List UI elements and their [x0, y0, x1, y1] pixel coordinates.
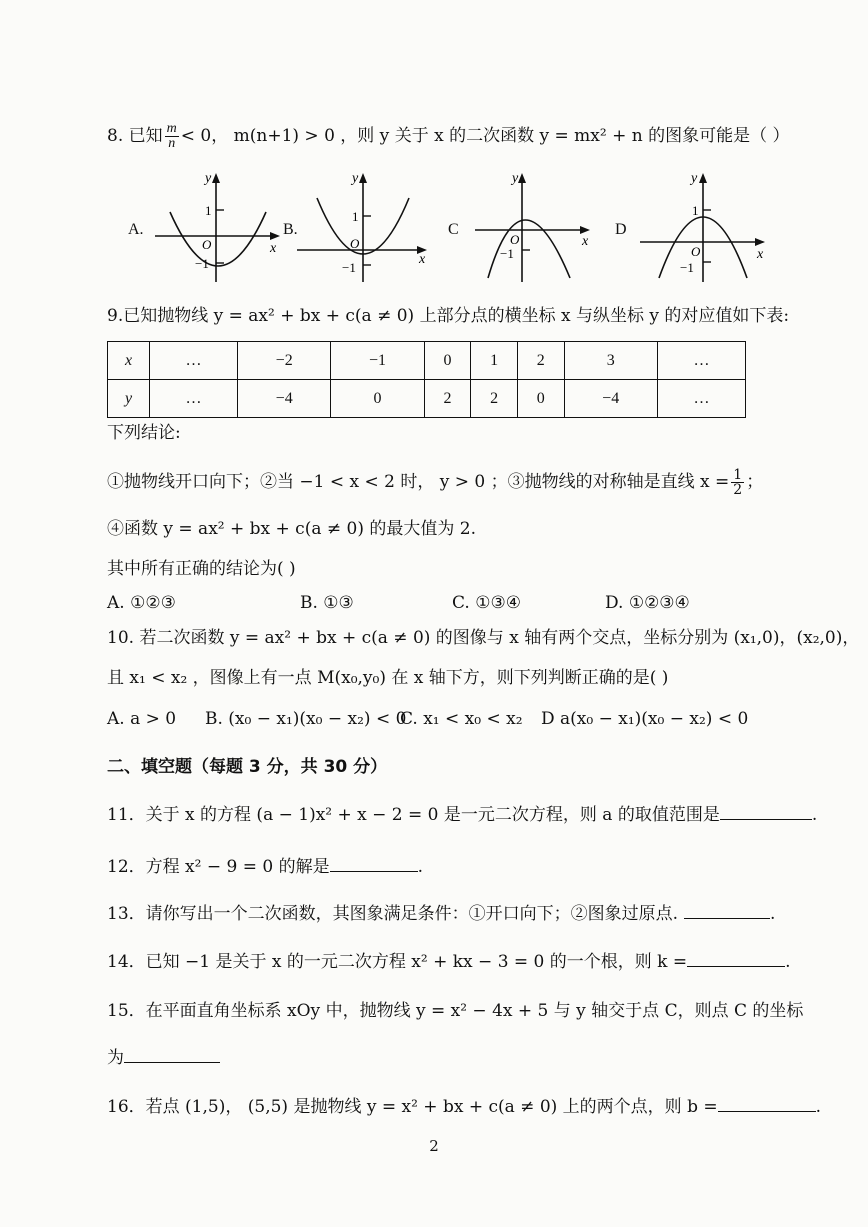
table-cell: …	[657, 380, 745, 418]
q8-prefix: 8. 已知	[107, 126, 163, 146]
table-cell: 2	[517, 342, 564, 380]
q8-d-xlabel: x	[757, 247, 764, 262]
q11-tail: .	[811, 805, 818, 825]
q8-c-ylabel: y	[512, 171, 519, 186]
q14-answer-blank[interactable]	[687, 952, 785, 967]
q8-d-origin: O	[691, 244, 701, 259]
q9-choice-b: B. ①③	[300, 593, 354, 613]
table-cell: …	[657, 342, 745, 380]
page-number: 2	[429, 1137, 439, 1155]
q16	[107, 1096, 821, 1118]
q8-a-negone: −1	[195, 256, 209, 271]
q13	[107, 903, 775, 925]
q11-answer-blank[interactable]	[720, 805, 812, 820]
table-cell: 0	[517, 380, 564, 418]
q10-choice-d: D a(x₀ − x₁)(x₀ − x₂) < 0	[541, 709, 749, 729]
q12-text: 12．方程 x² − 9 = 0 的解是	[107, 857, 330, 877]
q16-text: 16．若点 (1,5)， (5,5) 是抛物线 y = x² + bx + c(a ≠ 0) 上的两个点，则 b =	[107, 1097, 718, 1117]
q9-conclusions-title: 下列结论:	[107, 423, 181, 443]
q8-a-ylabel: y	[205, 171, 212, 186]
q8-b-ylabel: y	[352, 171, 359, 186]
q15-line-2-text: 为	[107, 1048, 124, 1068]
table-cell: −1	[331, 342, 424, 380]
q8-a-one: 1	[205, 203, 212, 218]
q8-c-origin: O	[510, 232, 520, 247]
q10-line-2: 且 x₁ < x₂ ，图像上有一点 M(x₀,y₀) 在 x 轴下方，则下列判断正确的是( )	[107, 668, 669, 688]
q15-answer-blank[interactable]	[124, 1048, 220, 1063]
q9-frac-den: 2	[733, 482, 743, 498]
q9-frac-num: 1	[733, 467, 743, 483]
q8-stem	[107, 122, 789, 151]
q9-value-table	[107, 341, 746, 418]
table-cell: 2	[424, 380, 471, 418]
q8-graph-c	[470, 170, 600, 285]
table-cell: …	[149, 342, 237, 380]
table-cell: 0	[424, 342, 471, 380]
q14-text: 14．已知 −1 是关于 x 的一元二次方程 x² + kx − 3 = 0 的一个根，则 k =	[107, 952, 688, 972]
table-cell: −2	[238, 342, 331, 380]
table-cell: …	[149, 380, 237, 418]
q15-line-2	[107, 1047, 220, 1069]
table-cell: 2	[471, 380, 518, 418]
q8-option-d-label: D	[615, 221, 627, 238]
q8-b-one: 1	[352, 209, 359, 224]
q9-choice-d: D. ①②③④	[605, 593, 690, 613]
q12-tail: .	[417, 857, 423, 877]
q9-choice-c: C. ①③④	[452, 593, 521, 613]
q8-c-negone: −1	[500, 246, 514, 261]
q8-a-origin: O	[202, 237, 212, 252]
q8-d-negone: −1	[680, 260, 694, 275]
table-cell: x	[108, 342, 150, 380]
q9-choice-a: A. ①②③	[107, 593, 176, 613]
q11-text: 11．关于 x 的方程 (a − 1)x² + x − 2 = 0 是一元二次方程，则 a 的取值范围是	[107, 805, 720, 825]
table-row	[108, 342, 746, 380]
table-cell: 1	[471, 342, 518, 380]
table-cell: 0	[331, 380, 424, 418]
q8-mid: < 0， m(n+1) > 0 ，则 y 关于 x 的二次函数 y = mx² + n 的图象可能是（ ）	[180, 126, 790, 146]
section-fill-in-heading: 二、填空题（每题 3 分，共 30 分）	[107, 757, 388, 777]
q16-answer-blank[interactable]	[718, 1097, 816, 1112]
q9-stem: 9.已知抛物线 y = ax² + bx + c(a ≠ 0) 上部分点的横坐标 x 与纵坐标 y 的对应值如下表:	[107, 306, 790, 326]
table-cell: −4	[564, 380, 657, 418]
q11	[107, 804, 817, 826]
q9-conclusion-1	[107, 468, 763, 497]
q8-graph-d	[635, 170, 770, 285]
q8-c-xlabel: x	[582, 234, 589, 249]
q9-conclusion-2: ④函数 y = ax² + bx + c(a ≠ 0) 的最大值为 2.	[107, 519, 476, 539]
q8-d-one: 1	[692, 203, 699, 218]
q8-b-origin: O	[350, 236, 360, 251]
q15-line-1: 15．在平面直角坐标系 xOy 中，抛物线 y = x² − 4x + 5 与 y 轴交于点 C，则点 C 的坐标	[107, 1001, 804, 1021]
q13-tail: .	[770, 904, 776, 924]
q8-graph-b	[295, 170, 435, 285]
q8-frac-den: n	[168, 136, 176, 151]
q10-line-1: 10. 若二次函数 y = ax² + bx + c(a ≠ 0) 的图像与 x 轴有两个交点，坐标分别为 (x₁,0)，(x₂,0)，	[107, 628, 860, 648]
q8-graph-a	[150, 170, 285, 285]
q8-option-a-label: A.	[128, 221, 144, 238]
q8-option-c-label: C	[448, 221, 459, 238]
q16-tail: .	[815, 1097, 822, 1117]
table-cell: 3	[564, 342, 657, 380]
q14-tail: .	[785, 952, 791, 972]
q12-answer-blank[interactable]	[330, 857, 418, 872]
table-cell: y	[108, 380, 150, 418]
q8-option-b-label: B.	[283, 221, 298, 238]
table-row	[108, 380, 746, 418]
q9-conclusion-1-tail: ；	[746, 472, 764, 492]
q8-b-xlabel: x	[419, 252, 426, 267]
q10-choice-a: A. a > 0	[107, 709, 177, 729]
q12	[107, 856, 423, 878]
q10-choice-b: B. (x₀ − x₁)(x₀ − x₂) < 0	[205, 709, 407, 729]
q8-fraction	[165, 122, 179, 151]
table-cell: −4	[238, 380, 331, 418]
q9-conclusion-1-text: ①抛物线开口向下；②当 −1 < x < 2 时， y > 0 ；③抛物线的对称轴是直线 x =	[107, 472, 730, 492]
q10-choice-c: C. x₁ < x₀ < x₂	[400, 709, 523, 729]
q8-b-negone: −1	[342, 260, 356, 275]
q14	[107, 951, 791, 973]
q9-half-fraction	[731, 468, 744, 497]
q13-text: 13．请你写出一个二次函数，其图象满足条件：①开口向下；②图象过原点.	[107, 904, 679, 924]
q8-frac-num: m	[166, 121, 177, 136]
q8-d-ylabel: y	[691, 171, 698, 186]
q13-answer-blank[interactable]	[684, 904, 770, 919]
q8-a-xlabel: x	[270, 241, 277, 256]
q9-question: 其中所有正确的结论为( )	[107, 559, 296, 579]
